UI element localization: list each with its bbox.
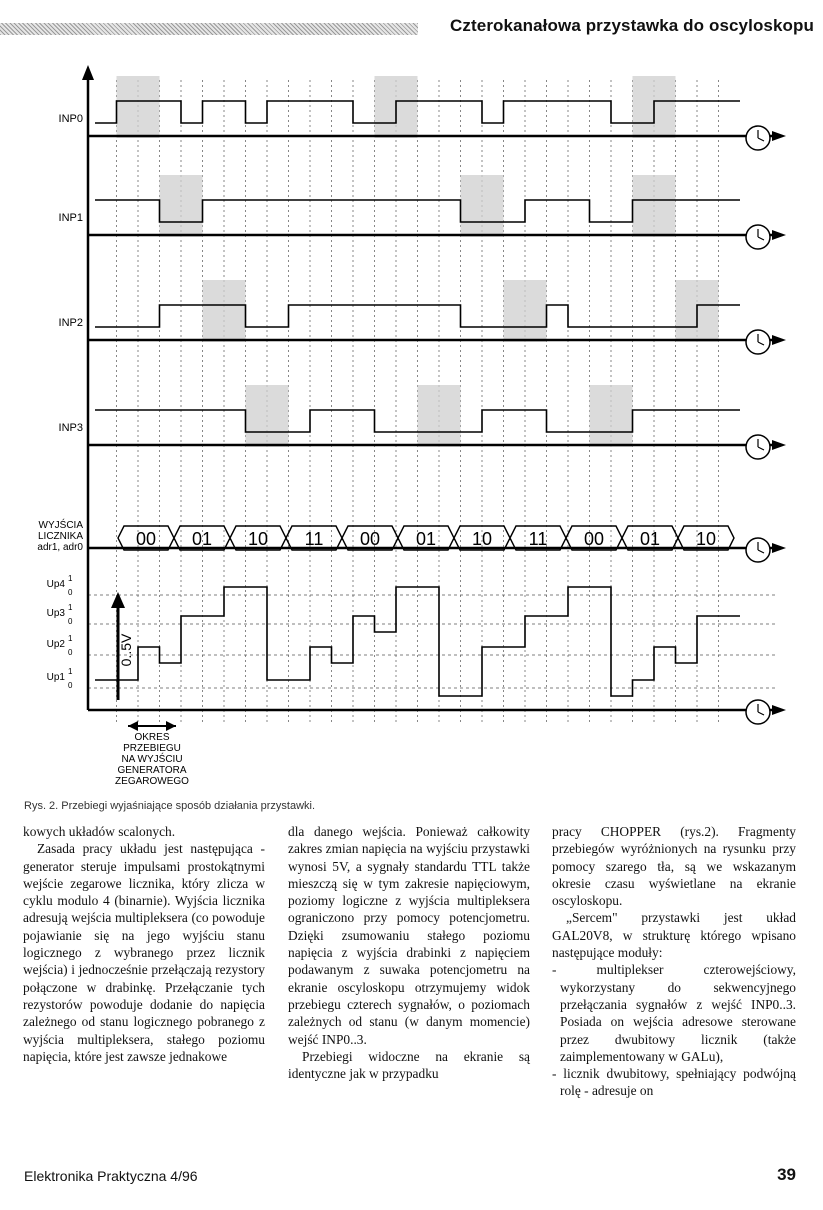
footer-publication: Elektronika Praktyczna 4/96 [24,1168,198,1184]
output-tick-zero: 0 [68,617,73,626]
counter-label: LICZNIKA [37,531,83,542]
paragraph: Zasada pracy układu jest następująca - generator steruje impulsami prostokątnymi wejście zegarowe licznika, który zlicza w cyklu modulo 4 (binarnie). Wyjścia licznika adresują wejścia multipleksera (co powoduje pojawianie się na jego wyjściu stanu logicznego z wybranego przez licznik wejścia) i jednocześnie przełączają rezystory połączone w drabinkę. Przełączanie tych rezystorów powoduje dodanie do napięcia zależnego od stanu logicznego pobranego z wyjścia multipleksera, stałego poziomu napięcia, które jest zawsze jednakowe [23,841,265,1064]
highlight-region [590,385,633,447]
header-hatch-band [0,23,418,35]
counter-value: 01 [639,529,661,549]
period-label: ZEGAROWEGO [115,776,189,787]
counter-value: 01 [415,529,437,549]
baseline-arrow [772,440,786,450]
paragraph: kowych układów scalonych. [23,824,176,839]
channel-label: INP2 [58,317,83,329]
text-column-2 [288,823,530,1082]
counter-value: 00 [359,529,381,549]
highlight-region [504,280,547,342]
page-header-title: Czterokanałowa przystawka do oscyloskopu [450,16,814,35]
highlight-region [117,76,160,138]
output-tick-one: 1 [68,667,73,676]
list-item: - multiplekser czterowejściowy, wykorzystany do sekwencyjnego przełączania sygnałów z wejść INP0..3. Posiada on wejścia adresowe sterowane przez dwubitowy licznik (także zaimplementowany w GALu), [552,962,796,1064]
output-level-label: Up2 [46,639,65,650]
output-level-label: Up3 [46,608,65,619]
period-arrow-left [128,721,138,731]
highlight-region [633,175,676,237]
highlight-region [418,385,461,447]
highlight-region [160,175,203,237]
output-tick-zero: 0 [68,648,73,657]
axis-arrow-up [82,65,94,80]
baseline-arrow [772,335,786,345]
output-level-label: Up1 [46,672,65,683]
channel-label: INP1 [58,212,83,224]
period-label: PRZEBIEGU [123,743,181,754]
output-tick-zero: 0 [68,588,73,597]
counter-value: 11 [528,529,548,549]
counter-value: 10 [695,529,717,549]
period-label: OKRES [134,732,170,743]
highlight-region [246,385,289,447]
paragraph: pracy CHOPPER (rys.2). Fragmenty przebiegów wyróżnionych na rysunku przy pomocy szarego tła, są we wskazanym okresie czasu wyświetlane na ekranie oscyloskopu. [552,824,796,909]
counter-value: 11 [304,529,324,549]
list-item: - licznik dwubitowy, spełniający podwójną rolę - adresuje on [552,1066,796,1099]
highlight-region [203,280,246,342]
paragraph: „Sercem" przystawki jest układ GAL20V8, w strukturę którego wpisano następujące moduły: [552,910,796,961]
output-tick-one: 1 [68,603,73,612]
period-label: GENERATORA [117,765,187,776]
diagram-labels [37,113,716,787]
output-tick-one: 1 [68,574,73,583]
baseline-arrow [772,543,786,553]
text-column-1 [23,823,265,1065]
counter-label: WYJŚCIA [38,520,83,531]
channel-label: INP0 [58,113,83,125]
counter-value: 00 [583,529,605,549]
page-number: 39 [777,1165,796,1184]
voltage-label: 0..5V [118,633,134,667]
counter-value: 10 [247,529,269,549]
counter-value: 01 [191,529,213,549]
figure-caption: Rys. 2. Przebiegi wyjaśniające sposób działania przystawki. [24,800,316,812]
counter-value: 10 [471,529,493,549]
baseline-arrow [772,230,786,240]
paragraph: dla danego wejścia. Ponieważ całkowity zakres zmian napięcia na wyjściu przystawki wynosi 5V, a sygnały standardu TTL także mieszczą się w tym zakresie napięciowym, poziomy logiczne z wyjścia multipleksera ograniczono przy pomocy potencjometru. Dzięki zsumowaniu stałego poziomu napięcia z wyjścia drabinki z napięciem podawanym z suwaka potencjometru na ekranie oscyloskopu otrzymujemy widok przebiegu czterech sygnałów, o poziomach zależnych od stanu (w danym momencie) wejść INP0..3. [288,824,530,1047]
period-label: NA WYJŚCIU [121,754,183,765]
baseline-arrow [772,705,786,715]
highlight-region [461,175,504,237]
counter-label: adr1, adr0 [37,542,83,553]
baseline-arrow [772,131,786,141]
paragraph: Przebiegi widoczne na ekranie są identyczne jak w przypadku [288,1048,530,1082]
period-arrow-right [166,721,176,731]
output-level-label: Up4 [46,579,65,590]
output-tick-one: 1 [68,634,73,643]
counter-value: 00 [135,529,157,549]
diagram-clock-icons [746,126,770,724]
channel-label: INP3 [58,422,83,434]
text-column-3 [552,823,796,1100]
output-tick-zero: 0 [68,681,73,690]
timing-diagram [0,60,823,800]
voltage-arrow-head [111,592,125,608]
